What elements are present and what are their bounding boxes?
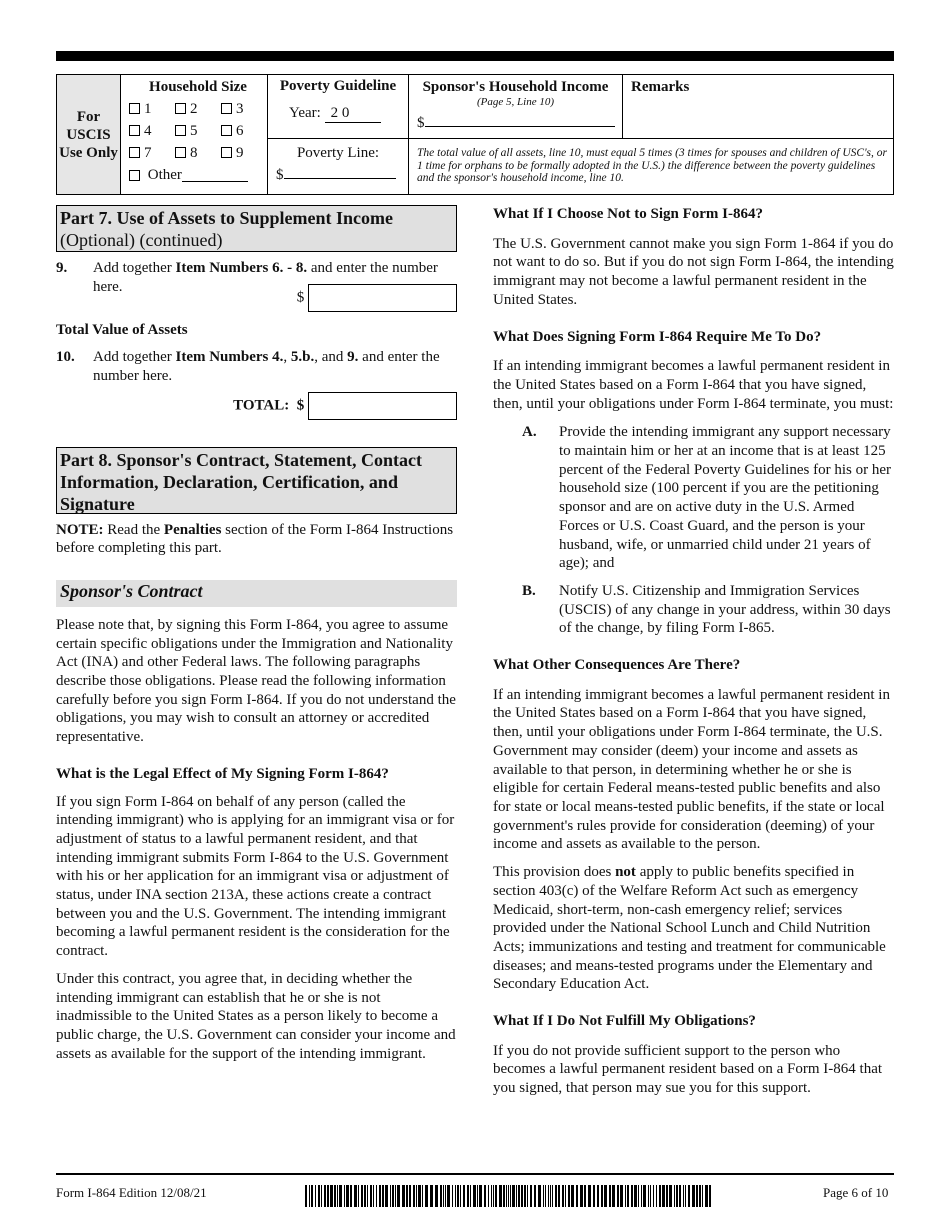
barcode-bar xyxy=(662,1185,665,1207)
checkbox[interactable] xyxy=(221,125,232,136)
barcode-bar xyxy=(413,1185,415,1207)
barcode-bar xyxy=(620,1185,623,1207)
obligation-b-label: B. xyxy=(522,582,536,599)
barcode-bar xyxy=(470,1185,471,1207)
barcode-bar xyxy=(558,1185,560,1207)
barcode-bar xyxy=(392,1185,394,1207)
barcode-bar xyxy=(315,1185,316,1207)
barcode-bar xyxy=(565,1185,566,1207)
barcode-bar xyxy=(452,1185,453,1207)
poverty-guideline-header: Poverty Guideline xyxy=(279,78,397,94)
barcode-bar xyxy=(503,1185,505,1207)
year-field[interactable]: 2 0 xyxy=(325,105,381,123)
checkbox[interactable] xyxy=(221,103,232,114)
footer-form-edition: Form I-864 Edition 12/08/21 xyxy=(56,1185,207,1200)
barcode-bar xyxy=(617,1185,619,1207)
barcode-bar xyxy=(552,1185,553,1207)
provision-paragraph: This provision does not apply to public benefits specified in section 403(c) of the Welfare Reform Act such as emergency Medicaid, short-term, non-cash emergency relief; services provided under the National School Lunch and Child Nutrition Acts; immunizations and testing and treatment for communicable diseases; and means-tested programs under the Elementary and Secondary Education Act. xyxy=(493,864,886,993)
barcode-bar xyxy=(538,1185,541,1207)
barcode-bar xyxy=(463,1185,465,1207)
barcode-bar xyxy=(318,1185,320,1207)
barcode-bar xyxy=(656,1185,657,1207)
barcode-bar xyxy=(641,1185,642,1207)
barcode-bar xyxy=(477,1185,478,1207)
barcode-bar xyxy=(430,1185,433,1207)
household-income-cell xyxy=(409,75,623,139)
barcode-bar xyxy=(309,1185,310,1207)
barcode-bar xyxy=(588,1185,591,1207)
assets-note: The total value of all assets, line 10, must equal 5 times (3 times for spouses and children of USC's, or 1 time for orphans to be formally adopted in the U.S.) the difference between the poverty guidelines and the sponsor's household income, line 10. xyxy=(409,139,894,195)
poverty-line-field[interactable] xyxy=(284,166,396,179)
barcode-bar xyxy=(679,1185,681,1207)
checkbox[interactable] xyxy=(129,147,140,158)
barcode-bar xyxy=(447,1185,450,1207)
legal-effect-paragraph-2: Under this contract, you agree that, in deciding whether the intending immigrant can establish that he or she is not inadmissible to the United States as a person likely to become a public charge, the U.S. Government can consider your income and assets as available for the support of the intending immigrant. xyxy=(56,970,456,1062)
barcode-bar xyxy=(604,1185,607,1207)
fulfill-heading: What If I Do Not Fulfill My Obligations? xyxy=(493,1013,756,1030)
barcode-bar xyxy=(643,1185,646,1207)
household-row-1: 1 2 3 xyxy=(129,98,267,120)
barcode-bar xyxy=(390,1185,391,1207)
barcode-bar xyxy=(510,1185,511,1207)
barcode-bar xyxy=(702,1185,703,1207)
checkbox[interactable] xyxy=(129,103,140,114)
item-10 xyxy=(56,348,457,385)
require-paragraph: If an intending immigrant becomes a lawful permanent resident in the United States based on a Form I-864 that you have signed, then, until your obligations under Form I-864 terminate, you must: xyxy=(493,358,894,412)
item-10-text: Add together Item Numbers 4., 5.b., and 9. and enter the number here. xyxy=(93,349,440,384)
barcode-bar xyxy=(506,1185,507,1207)
household-row-3: 7 8 9 xyxy=(129,142,267,164)
legal-effect-paragraph-1: If you sign Form I-864 on behalf of any person (called the intending immigrant) who is applying for an immigrant visa or for adjustment of status to a lawful permanent resident, and that intending immigrant submits Form I-864 to the U.S. Government with his or her application for an immigrant visa or adjustment of status, under INA section 213A, these actions create a contract between you and the U.S. Government. The intending immigrant becoming a lawful permanent resident is the consideration for the contract. xyxy=(56,793,455,960)
checkbox[interactable] xyxy=(129,170,140,181)
checkbox[interactable] xyxy=(221,147,232,158)
sponsor-contract-banner: Sponsor's Contract xyxy=(56,580,457,607)
barcode-bar xyxy=(666,1185,668,1207)
income-dollar: $ xyxy=(417,115,425,131)
uscis-use-label: For USCIS Use Only xyxy=(57,75,121,195)
total-assets-heading: Total Value of Assets xyxy=(56,322,188,339)
barcode-bar xyxy=(440,1185,442,1207)
not-sign-paragraph: The U.S. Government cannot make you sign Form 1-864 if you do not want to do so. But if you do not sign Form I-864, the intending immigrant may not become a lawful permanent resident in the United States. xyxy=(493,235,894,308)
barcode-bar xyxy=(516,1185,517,1207)
part8-note: NOTE: Read the Penalties section of the Form I-864 Instructions before completing this part. xyxy=(56,521,454,557)
barcode-bar xyxy=(373,1185,374,1207)
household-income-sub: (Page 5, Line 10) xyxy=(477,96,554,108)
total-input[interactable] xyxy=(308,392,457,420)
barcode-bar xyxy=(495,1185,497,1207)
item-9-dollar: $ xyxy=(296,289,305,306)
total-dollar: $ xyxy=(296,396,305,413)
barcode-bar xyxy=(479,1185,482,1207)
require-heading: What Does Signing Form I-864 Require Me To Do? xyxy=(493,328,822,345)
barcode-bar xyxy=(571,1185,574,1207)
barcode-bar xyxy=(445,1185,446,1207)
barcode-bar xyxy=(676,1185,678,1207)
footer-rule xyxy=(56,1173,894,1175)
barcode-bar xyxy=(350,1185,352,1207)
poverty-line-label: Poverty Line: xyxy=(296,145,380,161)
consequences-heading: What Other Consequences Are There? xyxy=(493,657,741,674)
barcode-bar xyxy=(409,1185,411,1207)
barcode-bar xyxy=(631,1185,633,1207)
barcode-bar xyxy=(638,1185,639,1207)
barcode-bar xyxy=(425,1185,428,1207)
checkbox[interactable] xyxy=(175,103,186,114)
barcode-bar xyxy=(455,1185,456,1207)
barcode-bar xyxy=(473,1185,476,1207)
total-label: TOTAL: xyxy=(233,396,290,413)
barcode-bar xyxy=(376,1185,377,1207)
checkbox[interactable] xyxy=(175,147,186,158)
poverty-dollar: $ xyxy=(276,167,284,183)
barcode-bar xyxy=(416,1185,417,1207)
item-9-input[interactable] xyxy=(308,284,457,312)
barcode-bar xyxy=(518,1185,520,1207)
barcode-bar xyxy=(397,1185,400,1207)
barcode-bar xyxy=(467,1185,469,1207)
household-other: Other xyxy=(129,164,267,186)
barcode-bar xyxy=(491,1185,492,1207)
barcode-bar xyxy=(346,1185,349,1207)
top-rule xyxy=(56,51,894,61)
barcode-bar xyxy=(358,1185,359,1207)
barcode-bar xyxy=(460,1185,461,1207)
contract-paragraph: Please note that, by signing this Form I-864, you agree to assume certain specific obligations under the Immigration and Nationality Act (INA) and other Federal laws. The following paragraphs describe those obligations. Please read the following information carefully before you sign Form I-864. If you do not understand the obligations, you may wish to consult an attorney or accredited representative. xyxy=(56,616,456,746)
household-row-2: 4 5 6 xyxy=(129,120,267,142)
household-income-header: Sponsor's Household Income xyxy=(422,79,609,95)
barcode-bar xyxy=(327,1185,329,1207)
barcode-bar xyxy=(568,1185,570,1207)
barcode-bar xyxy=(530,1185,532,1207)
barcode-bar xyxy=(370,1185,372,1207)
remarks-cell xyxy=(623,75,894,139)
barcode-bar xyxy=(406,1185,408,1207)
barcode-bar xyxy=(597,1185,599,1207)
barcode-bar xyxy=(337,1185,338,1207)
barcode-bar xyxy=(499,1185,502,1207)
barcode-bar xyxy=(683,1185,684,1207)
barcode-bar xyxy=(330,1185,333,1207)
barcode xyxy=(305,1185,712,1207)
barcode-bar xyxy=(653,1185,654,1207)
barcode-bar xyxy=(395,1185,396,1207)
barcode-bar xyxy=(524,1185,526,1207)
barcode-bar xyxy=(612,1185,615,1207)
footer-page-number: Page 6 of 10 xyxy=(823,1185,889,1200)
barcode-bar xyxy=(512,1185,515,1207)
barcode-bar xyxy=(527,1185,528,1207)
income-field[interactable] xyxy=(425,114,615,127)
obligation-b xyxy=(493,582,894,638)
barcode-bar xyxy=(601,1185,603,1207)
barcode-bar xyxy=(699,1185,701,1207)
barcode-bar xyxy=(580,1185,583,1207)
barcode-bar xyxy=(364,1185,366,1207)
barcode-bar xyxy=(609,1185,611,1207)
barcode-bar xyxy=(692,1185,695,1207)
barcode-bar xyxy=(669,1185,672,1207)
barcode-bar xyxy=(354,1185,357,1207)
barcode-graphic xyxy=(305,1185,712,1207)
barcode-bar xyxy=(402,1185,405,1207)
barcode-bar xyxy=(339,1185,342,1207)
item-9-text: Add together Item Numbers 6. - 8. and enter the number here. xyxy=(93,260,438,295)
barcode-bar xyxy=(584,1185,586,1207)
barcode-bar xyxy=(627,1185,629,1207)
left-column xyxy=(56,205,457,1072)
household-size-cell xyxy=(121,75,268,195)
remarks-header: Remarks xyxy=(631,79,690,95)
barcode-bar xyxy=(709,1185,711,1207)
barcode-bar xyxy=(367,1185,368,1207)
other-field[interactable] xyxy=(182,168,248,182)
barcode-bar xyxy=(382,1185,384,1207)
barcode-bar xyxy=(443,1185,444,1207)
item-10-number: 10. xyxy=(56,349,75,366)
barcode-bar xyxy=(379,1185,381,1207)
barcode-bar xyxy=(562,1185,564,1207)
obligation-a-label: A. xyxy=(522,424,537,441)
barcode-bar xyxy=(688,1185,690,1207)
consequences-paragraph: If an intending immigrant becomes a lawful permanent resident in the United States based on a Form I-864 that you have signed, then, until your obligations under Form I-864 terminate, the U.S. Government may consider (deem) your income and assets as available to that person, in determining whether he or she is eligible for certain Federal means-tested public benefits and also for state or local means-tested public benefits, if the state or local government's rules provide for consideration (deeming) of your income and assets as available to the person. xyxy=(493,686,890,853)
barcode-bar xyxy=(674,1185,675,1207)
obligation-a xyxy=(493,423,894,573)
not-sign-heading: What If I Choose Not to Sign Form I-864? xyxy=(493,206,763,222)
barcode-bar xyxy=(548,1185,549,1207)
barcode-bar xyxy=(457,1185,459,1207)
barcode-bar xyxy=(685,1185,686,1207)
barcode-bar xyxy=(593,1185,595,1207)
barcode-bar xyxy=(543,1185,544,1207)
barcode-bar xyxy=(324,1185,326,1207)
item-9-number: 9. xyxy=(56,260,68,276)
barcode-bar xyxy=(534,1185,536,1207)
barcode-bar xyxy=(385,1185,388,1207)
barcode-bar xyxy=(545,1185,546,1207)
barcode-bar xyxy=(334,1185,336,1207)
part8-title: Part 8. Sponsor's Contract, Statement, Contact Information, Declaration, Certification, and Signature xyxy=(56,447,457,514)
obligation-a-text: Provide the intending immigrant any support necessary to maintain him or her at an income that is at least 125 percent of the Federal Poverty Guidelines for his or her household size (100 percent if you are the petitioning sponsor and are on active duty in the U.S. Armed Forces or U.S. Coast Guard, and the person is your husband, wife, or unmarried child under 21 years of age); and xyxy=(559,424,891,572)
barcode-bar xyxy=(521,1185,523,1207)
checkbox[interactable] xyxy=(175,125,186,136)
year-label: Year: xyxy=(289,105,321,121)
fulfill-paragraph: If you do not provide sufficient support to the person who becomes a lawful permanent resident based on a Form I-864 that you signed, that person may sue you for this support. xyxy=(493,1042,883,1097)
household-size-header: Household Size xyxy=(149,79,247,95)
barcode-bar xyxy=(435,1185,438,1207)
barcode-bar xyxy=(305,1185,307,1207)
barcode-bar xyxy=(550,1185,551,1207)
right-column xyxy=(493,205,894,1107)
barcode-bar xyxy=(650,1185,651,1207)
poverty-line-cell xyxy=(268,139,409,195)
checkbox[interactable] xyxy=(129,125,140,136)
barcode-bar xyxy=(659,1185,661,1207)
barcode-bar xyxy=(344,1185,345,1207)
barcode-bar xyxy=(321,1185,322,1207)
barcode-bar xyxy=(484,1185,486,1207)
barcode-bar xyxy=(488,1185,489,1207)
part7-title: Part 7. Use of Assets to Supplement Income (Optional) (continued) xyxy=(56,205,457,252)
barcode-bar xyxy=(555,1185,557,1207)
barcode-bar xyxy=(422,1185,423,1207)
barcode-bar xyxy=(705,1185,708,1207)
barcode-bar xyxy=(648,1185,649,1207)
barcode-bar xyxy=(508,1185,509,1207)
barcode-bar xyxy=(576,1185,578,1207)
barcode-bar xyxy=(361,1185,363,1207)
uscis-use-table xyxy=(56,74,894,195)
barcode-bar xyxy=(493,1185,494,1207)
barcode-bar xyxy=(418,1185,421,1207)
legal-effect-heading: What is the Legal Effect of My Signing Form I-864? xyxy=(56,765,389,782)
obligation-b-text: Notify U.S. Citizenship and Immigration Services (USCIS) of any change in your address, within 30 days of the change, by filing Form I-865. xyxy=(559,582,891,637)
barcode-bar xyxy=(625,1185,626,1207)
poverty-guideline-cell xyxy=(268,75,409,139)
barcode-bar xyxy=(696,1185,698,1207)
barcode-bar xyxy=(634,1185,637,1207)
barcode-bar xyxy=(311,1185,313,1207)
